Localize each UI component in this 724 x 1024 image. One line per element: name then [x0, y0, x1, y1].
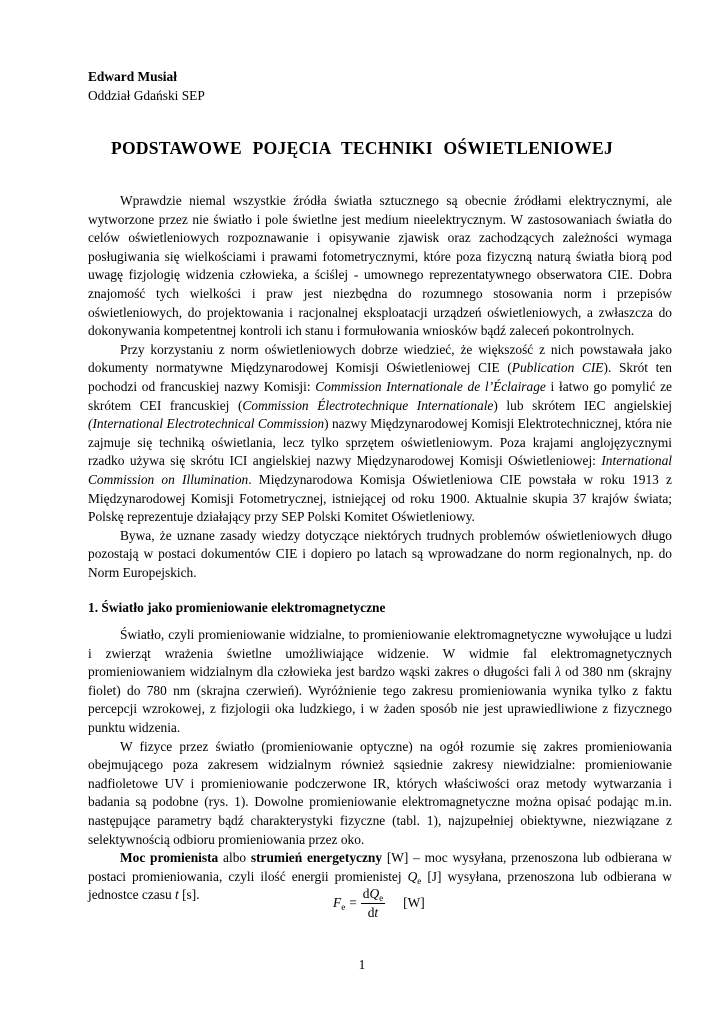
- formula-unit: [W]: [403, 895, 425, 910]
- section-1-paragraph-1: Światło, czyli promieniowanie widzialne, to promieniowanie elektromagnetyczne wywołujące u ludzi i zwierząt wrażenia świetlne umożliwiające widzenie. W widmie fal elektromagnetycznych promieniowaniem widzialnym dla człowieka jest bardzo wąski zakres o długości fali λ od 380 nm (skrajny fiolet) do 780 nm (skrajna czerwień). Wyróżnienie tego zakresu promieniowania wynika tylko z faktu percepcji wzrokowej, z fizjologii oka ludzkiego, i w żaden sposób nie jest uprawiedliwione z fizycznego punktu widzenia.: [88, 627, 672, 735]
- page-number: 1: [358, 957, 366, 972]
- intro-paragraph-1: Wprawdzie niemal wszystkie źródła światła sztucznego są obecnie źródłami elektrycznymi, ale wytworzone przez nie światło i pole świetlne jest medium nieelektrycznym. W zastosowaniach światła do celów oświetleniowych rozpoznawanie i opisywanie zjawisk oraz zachodzących zależności wymaga posługiwania się wielkościami i prawami fotometrycznymi, które poza fizyczną naturą światła biorą pod uwagę fizjologię widzenia człowieka, a ściślej - umownego reprezentatywnego obserwatora CIE. Dobra znajomość tych wielkości i praw jest niezbędna do rozumnego stosowania norm i przepisów oświetleniowych, do projektowania i racjonalnej eksploatacji urządzeń oświetleniowych, a zwłaszcza do dokonywania kompetentnej kontroli ich stanu i formułowania wniosków bądź zaleceń pokontrolnych.: [88, 193, 672, 339]
- author-block: [88, 67, 205, 105]
- intro-paragraph-3: Bywa, że uznane zasady wiedzy dotyczące niektórych trudnych problemów oświetleniowych długo pozostają w postaci dokumentów CIE i dopiero po latach są wprowadzane do norm regionalnych, np. do Norm Europejskich.: [88, 527, 672, 580]
- radiant-flux-formula: [333, 883, 425, 923]
- section-1-paragraph-3: Moc promienista albo strumień energetyczny [W] – moc wysyłana, przenoszona lub odbierana w postaci promieniowania, czyli ilość energii promienistej $Q_e$ [J] wysyłana, przenoszona lub odbierana w jednostce czasu t [s].: [88, 850, 672, 903]
- formula-lhs: $F_e$: [333, 895, 346, 912]
- intro-section: [88, 192, 672, 582]
- intro-paragraph-2: Przy korzystaniu z norm oświetleniowych dobrze wiedzieć, że większość z nich powstawała jako dokumenty normatywne Międzynarodowej Komisji Oświetleniowej CIE (Publication CIE). Skrót ten pochodzi od francuskiej nazwy Komisji: Commission Internationale de l’Éclairage i łatwo go pomylić ze skrótem CEI francuskiej (Commission Électrotechnique Internationale) lub skrótem IEC angielskiej (International Electrotechnical Commission) nazwy Międzynarodowej Komisji Elektrotechnicznej, która nie zajmuje się techniką oświetlania, lecz tylko sprzętem oświetleniowym. Poza krajami anglojęzycznymi rzadko używa się skrótu ICI angielskiej nazwy Międzynarodowej Komisji Oświetleniowej: International Commission on Illumination. Międzynarodowa Komisja Oświetleniowa CIE powstała w roku 1913 z Międzynarodowej Komisji Fotometrycznej, istniejącej od roku 1900. Aktualnie skupia 37 krajów świata; Polskę reprezentuje działający przy SEP Polski Komitet Oświetleniowy.: [88, 341, 672, 525]
- document-title: PODSTAWOWE POJĘCIA TECHNIKI OŚWIETLENIOWEJ: [110, 138, 614, 158]
- section-heading: 1. Światło jako promieniowanie elektromagnetyczne: [88, 600, 386, 615]
- section-1-paragraph-2: W fizyce przez światło (promieniowanie optyczne) na ogół rozumie się zakres promieniowania obejmującego poza zakresem widzialnym również sąsiednie zakresy niewidzialne: promieniowanie nadfioletowe UV i promieniowanie podczerwone IR, których właściwości oraz metody wytwarzania i badania są podobne (rys. 1). Dowolne promieniowanie elektromagnetyczne można opisać podając m.in. następujące parametry bądź charakterystyki fizyczne (tabl. 1), najzupełniej obiektywne, niezwiązane z selektywnością odbioru promieniowania przez oko.: [88, 738, 672, 847]
- formula-equals: =: [349, 895, 357, 910]
- formula-numerator: $dQ_e$: [362, 885, 384, 903]
- author-name: Edward Musiał: [88, 69, 177, 84]
- formula-fraction: [361, 886, 385, 921]
- section-1-body: [88, 626, 672, 905]
- author-affiliation: Oddział Gdański SEP: [88, 88, 205, 103]
- formula-denominator: dt: [367, 904, 379, 920]
